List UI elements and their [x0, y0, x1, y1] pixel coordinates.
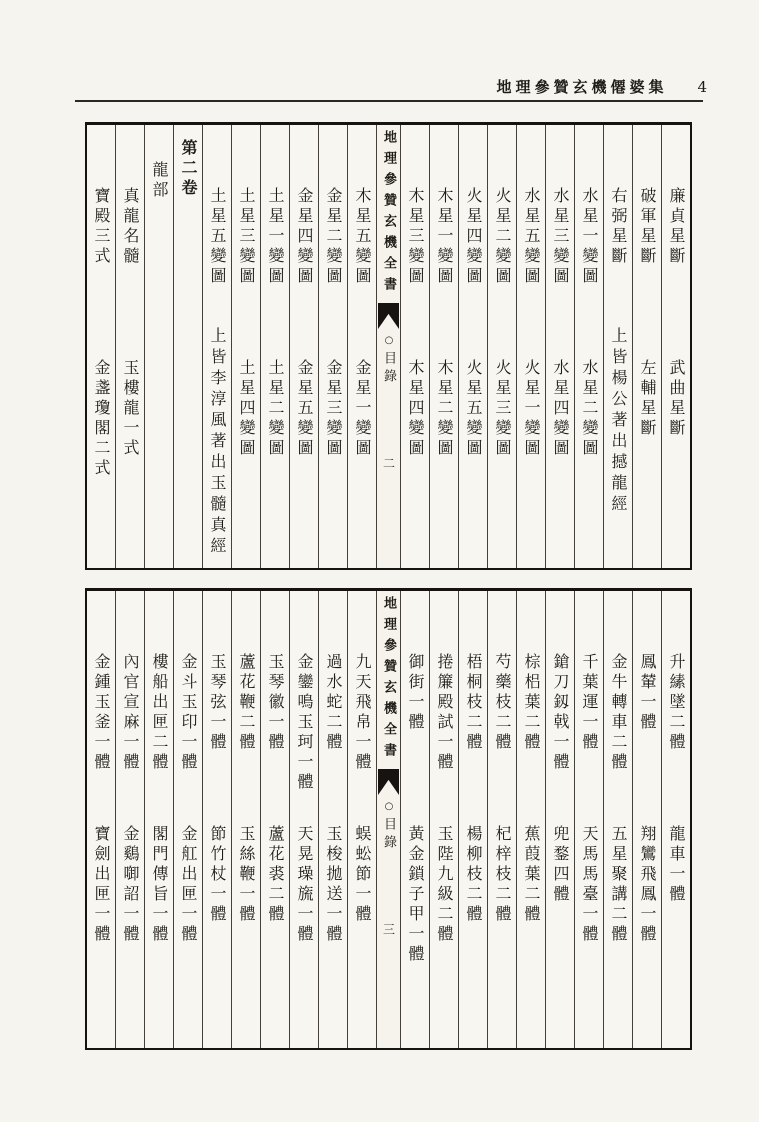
- toc-entry-top: 土星一變圖: [266, 187, 285, 287]
- toc-entry-top: 棕梠葉二體: [522, 653, 541, 753]
- toc-column: [401, 125, 430, 568]
- toc-column: [261, 591, 290, 1048]
- toc-entry-top: 木星一變圖: [435, 187, 454, 287]
- toc-column: [116, 591, 145, 1048]
- toc-entry-top: 水星一變圖: [580, 187, 599, 287]
- toc-entry-bottom: 楊柳枝二體: [464, 825, 483, 925]
- toc-entry-top: 梧桐枝二體: [464, 653, 483, 753]
- toc-entry-bottom: 水星二變圖: [580, 359, 599, 459]
- toc-entry-top: 鳳輦一體: [638, 653, 657, 733]
- toc-column: [575, 591, 604, 1048]
- toc-column: [662, 125, 690, 568]
- toc-entry-bottom: 天馬馬臺一體: [580, 825, 599, 945]
- toc-entry-top: 真龍名髓: [121, 187, 140, 267]
- toc-entry-top: 升縤墜二體: [667, 653, 686, 753]
- toc-column: [604, 125, 633, 568]
- toc-entry-top: 金鑾鳴玉珂一體: [295, 653, 314, 793]
- banxin-center-column: [377, 591, 401, 1048]
- toc-entry-top: 龍部: [150, 161, 169, 201]
- toc-column: [203, 591, 232, 1048]
- toc-column: [87, 125, 116, 568]
- toc-entry-bottom: 蘆花裘二體: [266, 825, 285, 925]
- toc-entry-bottom: 龍車一體: [667, 825, 686, 905]
- toc-entry-top: 廉貞星斷: [667, 187, 686, 267]
- toc-entry-bottom: 閣門傳旨一體: [150, 825, 169, 945]
- folio-number: 三: [381, 923, 396, 935]
- toc-entry-bottom: 寶劍出匣一體: [92, 825, 111, 945]
- toc-entry-top: 金斗玉印一體: [179, 653, 198, 773]
- toc-entry-top: 玉琴徽一體: [266, 653, 285, 753]
- circle-mark-icon: ○: [383, 801, 395, 812]
- toc-entry-top: 金牛轉車二體: [609, 653, 628, 773]
- toc-entry-top: 金星四變圖: [295, 187, 314, 287]
- toc-entry-bottom: 蜈蚣節一體: [353, 825, 372, 925]
- toc-column: [87, 591, 116, 1048]
- toc-entry-bottom: 金鷄啣詔一體: [121, 825, 140, 945]
- toc-entry-top: 木星三變圖: [406, 187, 425, 287]
- toc-entry-top: 過水蛇二體: [324, 653, 343, 753]
- toc-column: [290, 125, 319, 568]
- toc-column: [575, 125, 604, 568]
- toc-entry-top: 第二卷: [179, 139, 198, 199]
- toc-entry-top: 鎗刀釼戟一體: [551, 653, 570, 773]
- toc-entry-bottom: 左輔星斷: [638, 359, 657, 439]
- banxin-section-label: 目錄: [381, 351, 396, 387]
- toc-column: [662, 591, 690, 1048]
- toc-column: [488, 591, 517, 1048]
- toc-entry-bottom: 木星四變圖: [406, 359, 425, 459]
- toc-block-bottom: [85, 588, 692, 1050]
- toc-entry-bottom: 蕉葭葉二體: [522, 825, 541, 925]
- toc-entry-top: 金鍾玉釜一體: [92, 653, 111, 773]
- toc-column: [290, 591, 319, 1048]
- toc-column: [116, 125, 145, 568]
- toc-entry-bottom: 金星三變圖: [324, 359, 343, 459]
- toc-column: [633, 591, 662, 1048]
- toc-entry-bottom: 火星三變圖: [493, 359, 512, 459]
- toc-entry-top: 右弼星斷: [609, 187, 628, 267]
- toc-column: [430, 591, 459, 1048]
- toc-entry-bottom: 金星一變圖: [353, 359, 372, 459]
- toc-entry-top: 樓船出匣二體: [150, 653, 169, 773]
- page-number: 4: [697, 78, 707, 96]
- toc-entry-bottom: 天晃璪旒一體: [295, 825, 314, 945]
- toc-column: [604, 591, 633, 1048]
- toc-entry-bottom: 節竹杖一體: [208, 825, 227, 925]
- toc-entry-top: 蘆花鞭二體: [237, 653, 256, 753]
- toc-entry-top: 水星三變圖: [551, 187, 570, 287]
- toc-entry-top: 內官宣麻一體: [121, 653, 140, 773]
- banxin-book-title: 地理參贊玄機全書: [381, 596, 396, 764]
- toc-entry-bottom: 杞梓枝二體: [493, 825, 512, 925]
- banxin-book-title: 地理參贊玄機全書: [381, 130, 396, 298]
- toc-column: [319, 591, 348, 1048]
- toc-column: [459, 591, 488, 1048]
- toc-entry-top: 火星二變圖: [493, 187, 512, 287]
- folio-number: 二: [381, 457, 396, 469]
- toc-column: [517, 591, 546, 1048]
- toc-entry-bottom: 玉絲鞭一體: [237, 825, 256, 925]
- toc-entry-top: 金星二變圖: [324, 187, 343, 287]
- toc-entry-bottom: 火星一變圖: [522, 359, 541, 459]
- toc-entry-bottom: 黃金鎖子甲一體: [406, 825, 425, 965]
- toc-column: [459, 125, 488, 568]
- banxin-center-column: [377, 125, 401, 568]
- toc-entry-top: 捲簾殿試一體: [435, 653, 454, 773]
- toc-column: [430, 125, 459, 568]
- toc-column: [401, 591, 430, 1048]
- toc-entry-bottom: 土星二變圖: [266, 359, 285, 459]
- toc-column: [546, 591, 575, 1048]
- fishtail-mark-icon: [378, 769, 399, 795]
- toc-column: [488, 125, 517, 568]
- toc-entry-bottom: 五星聚講二體: [609, 825, 628, 945]
- toc-entry-bottom: 金舡出匣一體: [179, 825, 198, 945]
- toc-column: [232, 591, 261, 1048]
- toc-column: [546, 125, 575, 568]
- toc-column: [145, 125, 174, 568]
- toc-entry-bottom: 武曲星斷: [667, 359, 686, 439]
- toc-entry-bottom: 上皆李淳風著出玉髓真經: [208, 327, 227, 558]
- toc-column: [348, 125, 377, 568]
- toc-entry-bottom: 火星五變圖: [464, 359, 483, 459]
- toc-column: [174, 591, 203, 1048]
- toc-entry-top: 木星五變圖: [353, 187, 372, 287]
- toc-entry-bottom: 玉樓龍一式: [121, 359, 140, 459]
- banxin-section-label: 目錄: [381, 817, 396, 853]
- toc-column: [203, 125, 232, 568]
- toc-entry-bottom: 玉梭拋送一體: [324, 825, 343, 945]
- circle-mark-icon: ○: [383, 335, 395, 346]
- toc-entry-top: 火星四變圖: [464, 187, 483, 287]
- header-rule: [75, 100, 703, 102]
- toc-entry-bottom: 兜鍪四體: [551, 825, 570, 905]
- toc-column: [348, 591, 377, 1048]
- toc-entry-top: 千葉運一體: [580, 653, 599, 753]
- toc-column: [145, 591, 174, 1048]
- toc-entry-bottom: 金星五變圖: [295, 359, 314, 459]
- toc-entry-bottom: 金盞瓊閣二式: [92, 359, 111, 479]
- toc-entry-top: 九天飛帛一體: [353, 653, 372, 773]
- fishtail-mark-icon: [378, 303, 399, 329]
- toc-entry-bottom: 水星四變圖: [551, 359, 570, 459]
- toc-entry-top: 土星五變圖: [208, 187, 227, 287]
- toc-entry-top: 玉琴弦一體: [208, 653, 227, 753]
- running-head-title: 地理參贊玄機僊婆集: [496, 78, 668, 96]
- toc-entry-bottom: 上皆楊公著出撼龍經: [609, 327, 628, 516]
- toc-column: [319, 125, 348, 568]
- toc-column: [232, 125, 261, 568]
- toc-entry-top: 芍藥枝二體: [493, 653, 512, 753]
- toc-entry-top: 御街一體: [406, 653, 425, 733]
- toc-entry-top: 寶殿三式: [92, 187, 111, 267]
- running-head: [496, 76, 707, 97]
- toc-entry-bottom: 土星四變圖: [237, 359, 256, 459]
- toc-entry-bottom: 玉陛九級二體: [435, 825, 454, 945]
- toc-entry-bottom: 木星二變圖: [435, 359, 454, 459]
- toc-column: [174, 125, 203, 568]
- toc-entry-bottom: 翔鸞飛鳳一體: [638, 825, 657, 945]
- toc-block-top: [85, 122, 692, 570]
- toc-column: [633, 125, 662, 568]
- toc-column: [517, 125, 546, 568]
- toc-column: [261, 125, 290, 568]
- toc-entry-top: 破軍星斷: [638, 187, 657, 267]
- toc-entry-top: 土星三變圖: [237, 187, 256, 287]
- toc-entry-top: 水星五變圖: [522, 187, 541, 287]
